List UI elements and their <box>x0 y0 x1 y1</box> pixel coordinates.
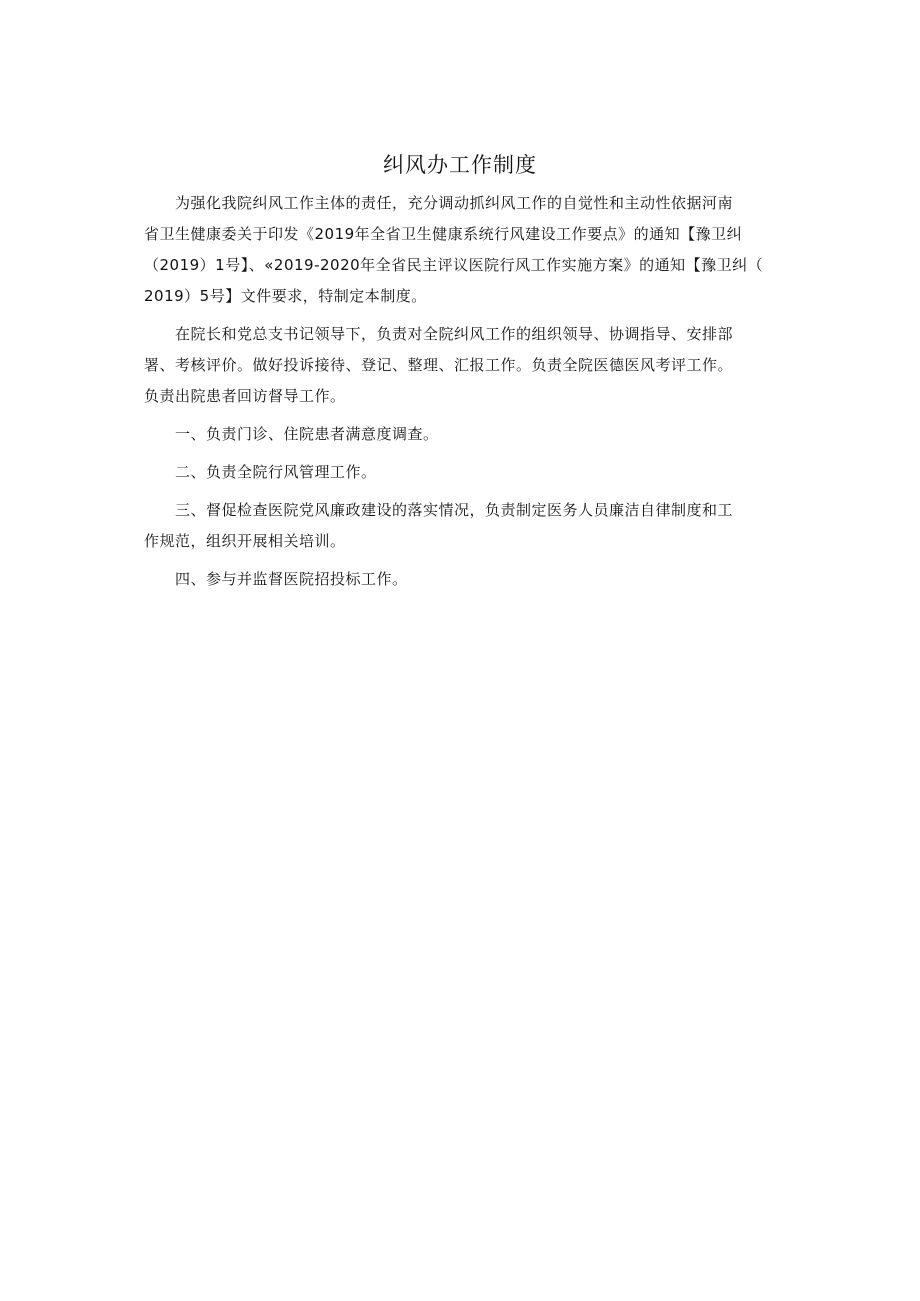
paragraph-2-line-3: 负责出院患者回访督导工作。 <box>144 387 346 405</box>
paragraph-gap <box>144 412 794 419</box>
item-2: 二、负责全院行风管理工作。 <box>175 463 377 481</box>
item-1: 一、负责门诊、住院患者满意度调查。 <box>175 425 439 443</box>
paragraph-1-line-1: 为强化我院纠风工作主体的责任，充分调动抓纠风工作的自觉性和主动性依据河南 <box>175 194 734 212</box>
item-3-line-1: 三、督促检查医院党风廉政建设的落实情况，负责制定医务人员廉洁自律制度和工 <box>175 501 734 519</box>
paragraph-2-line-1: 在院长和党总支书记领导下，负责对全院纠风工作的组织领导、协调指导、安排部 <box>175 325 734 343</box>
paragraph-gap <box>144 488 794 495</box>
paragraph-gap <box>144 450 794 457</box>
document-title: 纠风办工作制度 <box>383 153 537 177</box>
paragraph-1-line-3: （2019）1号】、«2019-2020年全省民主评议医院行风工作实施方案》的通知【豫卫纠（ <box>144 256 764 274</box>
document-body <box>144 188 794 595</box>
paragraph-gap <box>144 557 794 564</box>
item-4: 四、参与并监督医院招投标工作。 <box>175 570 408 588</box>
item-3-line-2: 作规范，组织开展相关培训。 <box>144 532 346 550</box>
paragraph-gap <box>144 312 794 319</box>
paragraph-1-line-4: 2019）5号】文件要求，特制定本制度。 <box>144 287 427 305</box>
paragraph-2-line-2: 署、考核评价。做好投诉接待、登记、整理、汇报工作。负责全院医德医风考评工作。 <box>144 356 734 374</box>
paragraph-1-line-2: 省卫生健康委关于印发《2019年全省卫生健康系统行风建设工作要点》的通知【豫卫纠 <box>144 225 743 243</box>
